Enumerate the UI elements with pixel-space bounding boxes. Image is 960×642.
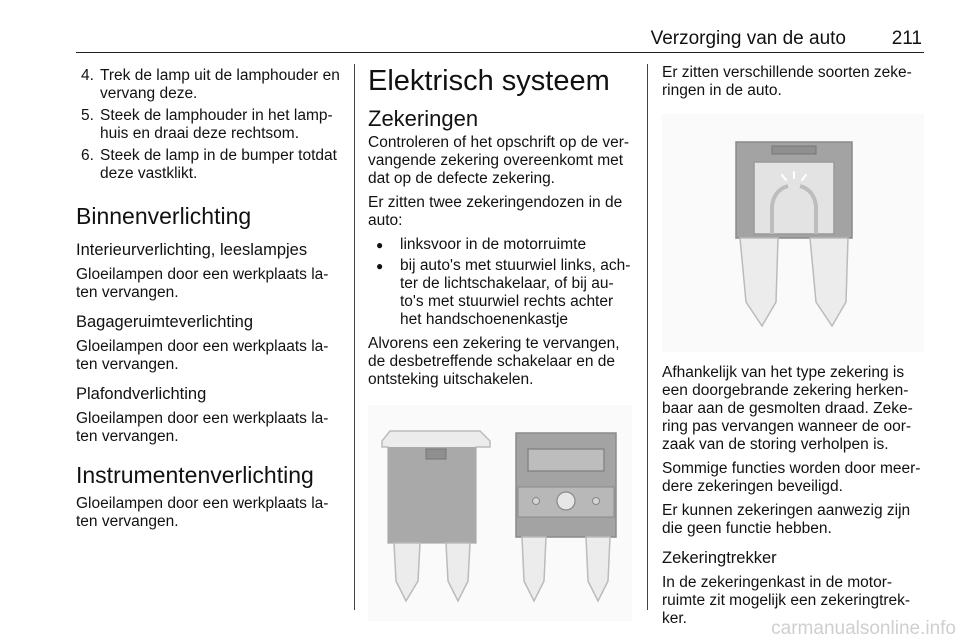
paragraph: Er zitten twee zekeringendozen in de auto:: [368, 194, 623, 229]
paragraph: Sommige functies worden door meer-dere zekeringen beveiligd.: [662, 460, 921, 495]
subheading-plafond: Plafondverlichting: [76, 385, 207, 403]
step-list: [76, 67, 342, 183]
column-left: [76, 64, 342, 537]
list-item: ● linksvoor in de motorruimte: [368, 236, 632, 254]
bullet-list: [368, 236, 632, 329]
column-middle: [368, 64, 632, 621]
paragraph: Gloeilampen door een werkplaats la-ten vervangen.: [76, 266, 329, 301]
section-heading-zekeringen: Zekeringen: [368, 106, 479, 131]
paragraph: In de zekeringenkast in de motor-ruimte zit mogelijk een zekeringtrek-ker.: [662, 574, 911, 627]
subheading-bagage: Bagageruimteverlichting: [76, 313, 254, 331]
column-right: [662, 64, 924, 634]
list-item: 5. Steek de lamphouder in het lamp-huis en draai deze rechtsom.: [81, 107, 333, 142]
paragraph: Gloeilampen door een werkplaats la-ten vervangen.: [76, 495, 329, 530]
column-divider: [647, 64, 648, 610]
mini-fuse-illustration: [662, 114, 924, 352]
header-title: Verzorging van de auto: [650, 28, 846, 49]
fuse-side-view: [382, 431, 490, 601]
paragraph: Gloeilampen door een werkplaats la-ten vervangen.: [76, 410, 329, 445]
fuse-illustration-pair: [368, 405, 632, 621]
section-heading-elektrisch-systeem: Elektrisch systeem: [368, 65, 610, 97]
paragraph: Er kunnen zekeringen aanwezig zijn die geen functie hebben.: [662, 502, 911, 537]
page-number: 211: [891, 28, 922, 49]
section-heading-binnenverlichting: Binnenverlichting: [76, 203, 252, 229]
fuse-front-view: [516, 433, 616, 601]
paragraph: Controleren of het opschrift op de ver-vangende zekering overeenkomt met dat op de defecte zekering.: [368, 134, 630, 187]
subheading-interieur: Interieurverlichting, leeslampjes: [76, 241, 308, 259]
page-header: [76, 26, 924, 53]
paragraph: Alvorens een zekering te vervangen, de desbetreffende schakelaar en de ontsteking uitschakelen.: [368, 335, 620, 388]
list-item: ● bij auto's met stuurwiel links, ach-ter de lichtschakelaar, of bij au-to's met stuurwiel rechts achter het handschoenenkastje: [368, 257, 632, 329]
watermark: carmanualsonline.info: [771, 618, 956, 639]
column-divider: [354, 64, 355, 610]
paragraph: Afhankelijk van het type zekering is een doorgebrande zekering herken-baar aan de gesmolten draad. Zeke-ring pas vervangen wanneer de oor-zaak van de storing verholpen is.: [662, 364, 913, 453]
paragraph: Gloeilampen door een werkplaats la-ten vervangen.: [76, 338, 329, 373]
section-heading-instrumentenverlichting: Instrumentenverlichting: [76, 462, 314, 488]
paragraph: Er zitten verschillende soorten zeke-ringen in de auto.: [662, 64, 912, 99]
subheading-zekeringtrekker: Zekeringtrekker: [662, 549, 777, 567]
list-item: 6. Steek de lamp in de bumper totdat deze vastklikt.: [81, 147, 337, 182]
list-item: 4. Trek de lamp uit de lamphouder en vervang deze.: [81, 67, 340, 102]
